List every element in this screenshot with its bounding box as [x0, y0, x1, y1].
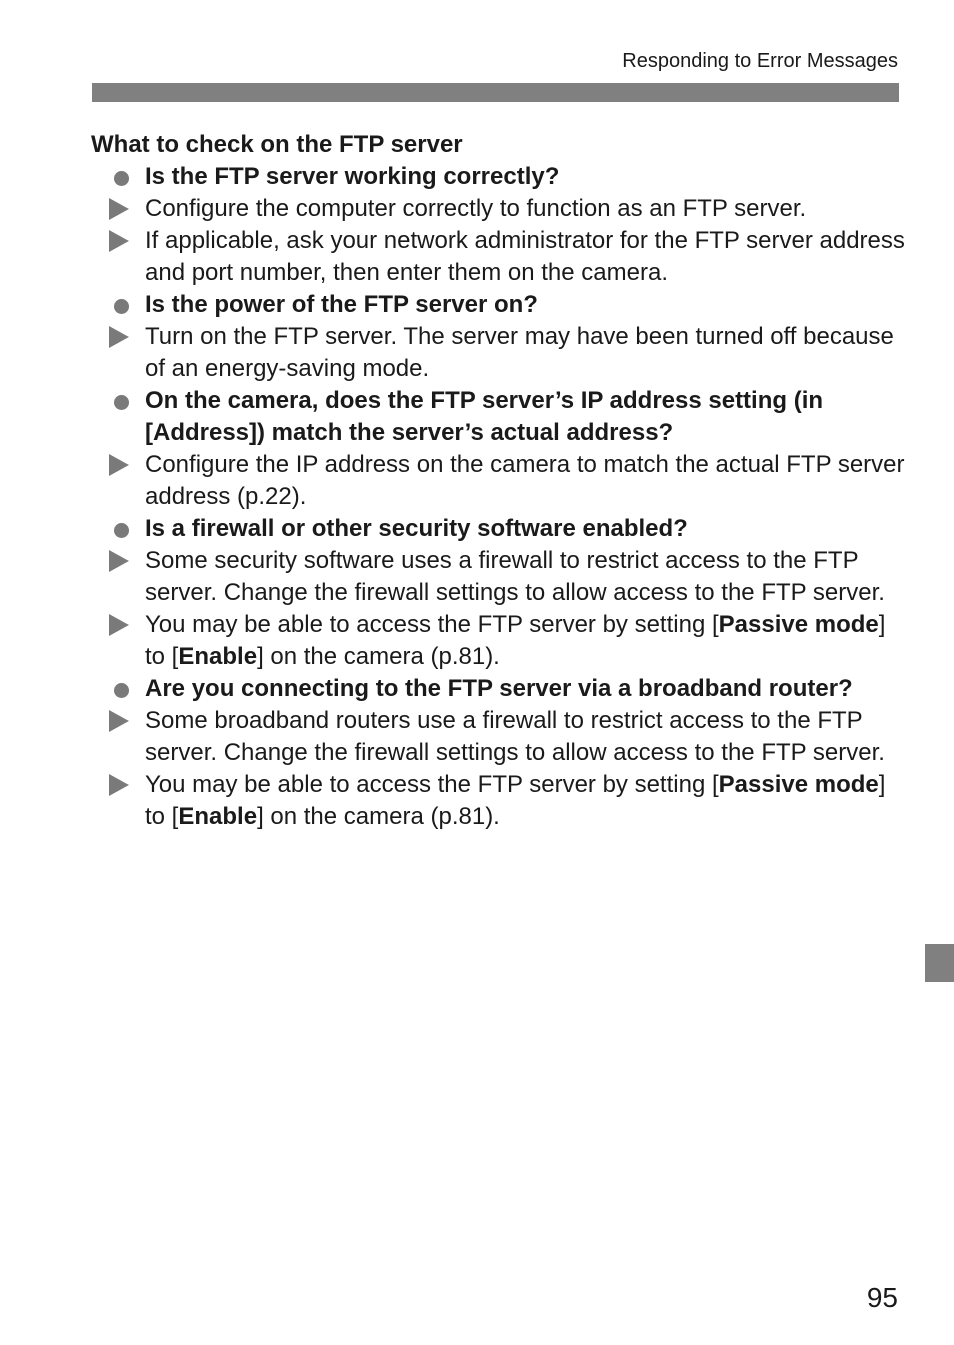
triangle-arrow-icon	[109, 230, 129, 252]
check-item	[108, 673, 908, 705]
action-text: Configure the IP address on the camera to match the actual FTP server address (p.22).	[145, 451, 905, 510]
action-text: If applicable, ask your network administrator for the FTP server address and port number, then enter them on the camera.	[145, 227, 905, 286]
action-item	[108, 321, 908, 385]
action-text	[145, 771, 885, 830]
check-item	[108, 513, 908, 545]
action-text: Some security software uses a firewall to restrict access to the FTP server. Change the firewall settings to allow access to the FTP server.	[145, 547, 885, 606]
circle-bullet-icon	[114, 299, 129, 314]
circle-bullet-icon	[114, 523, 129, 538]
menu-term-passive-mode: Passive mode	[718, 771, 879, 798]
running-head: Responding to Error Messages	[622, 50, 898, 72]
text-run: ] to [	[145, 771, 886, 830]
check-text: Is the FTP server working correctly?	[145, 163, 560, 190]
text-run: ] on the camera (p.81).	[257, 803, 500, 830]
triangle-arrow-icon	[109, 550, 129, 572]
check-text: On the camera, does the FTP server’s IP address setting (in [Address]) match the server’s actual address?	[145, 387, 824, 446]
text-run: You may be able to access the FTP server by setting [	[145, 611, 719, 638]
action-item	[108, 769, 908, 833]
circle-bullet-icon	[114, 171, 129, 186]
action-item	[108, 705, 908, 769]
text-run: ] to [	[145, 611, 886, 670]
menu-term-enable: Enable	[178, 643, 258, 670]
action-item	[108, 225, 908, 289]
check-text: Are you connecting to the FTP server via a broadband router?	[145, 675, 853, 702]
check-item	[108, 385, 908, 449]
action-text: Configure the computer correctly to function as an FTP server.	[145, 195, 807, 222]
header-bar	[92, 83, 899, 102]
section-title: What to check on the FTP server	[91, 131, 463, 158]
page-number: 95	[866, 1282, 898, 1313]
action-item	[108, 449, 908, 513]
triangle-arrow-icon	[109, 198, 129, 220]
menu-term-enable: Enable	[178, 803, 258, 830]
triangle-arrow-icon	[109, 774, 129, 796]
check-item	[108, 161, 908, 193]
circle-bullet-icon	[114, 683, 129, 698]
menu-term-passive-mode: Passive mode	[718, 611, 879, 638]
check-item	[108, 289, 908, 321]
check-text: Is a firewall or other security software enabled?	[145, 515, 688, 542]
triangle-arrow-icon	[109, 614, 129, 636]
text-run: ] on the camera (p.81).	[257, 643, 500, 670]
action-item	[108, 193, 908, 225]
action-text: Some broadband routers use a firewall to restrict access to the FTP server. Change the firewall settings to allow access to the FTP server.	[145, 707, 885, 766]
action-text: Turn on the FTP server. The server may have been turned off because of an energy-saving mode.	[145, 323, 894, 382]
triangle-arrow-icon	[109, 710, 129, 732]
checklist	[108, 161, 908, 833]
action-text	[145, 611, 885, 670]
text-run: You may be able to access the FTP server by setting [	[145, 771, 719, 798]
chapter-tab	[925, 944, 954, 982]
triangle-arrow-icon	[109, 326, 129, 348]
triangle-arrow-icon	[109, 454, 129, 476]
action-item	[108, 609, 908, 673]
action-item	[108, 545, 908, 609]
check-text: Is the power of the FTP server on?	[145, 291, 538, 318]
circle-bullet-icon	[114, 395, 129, 410]
